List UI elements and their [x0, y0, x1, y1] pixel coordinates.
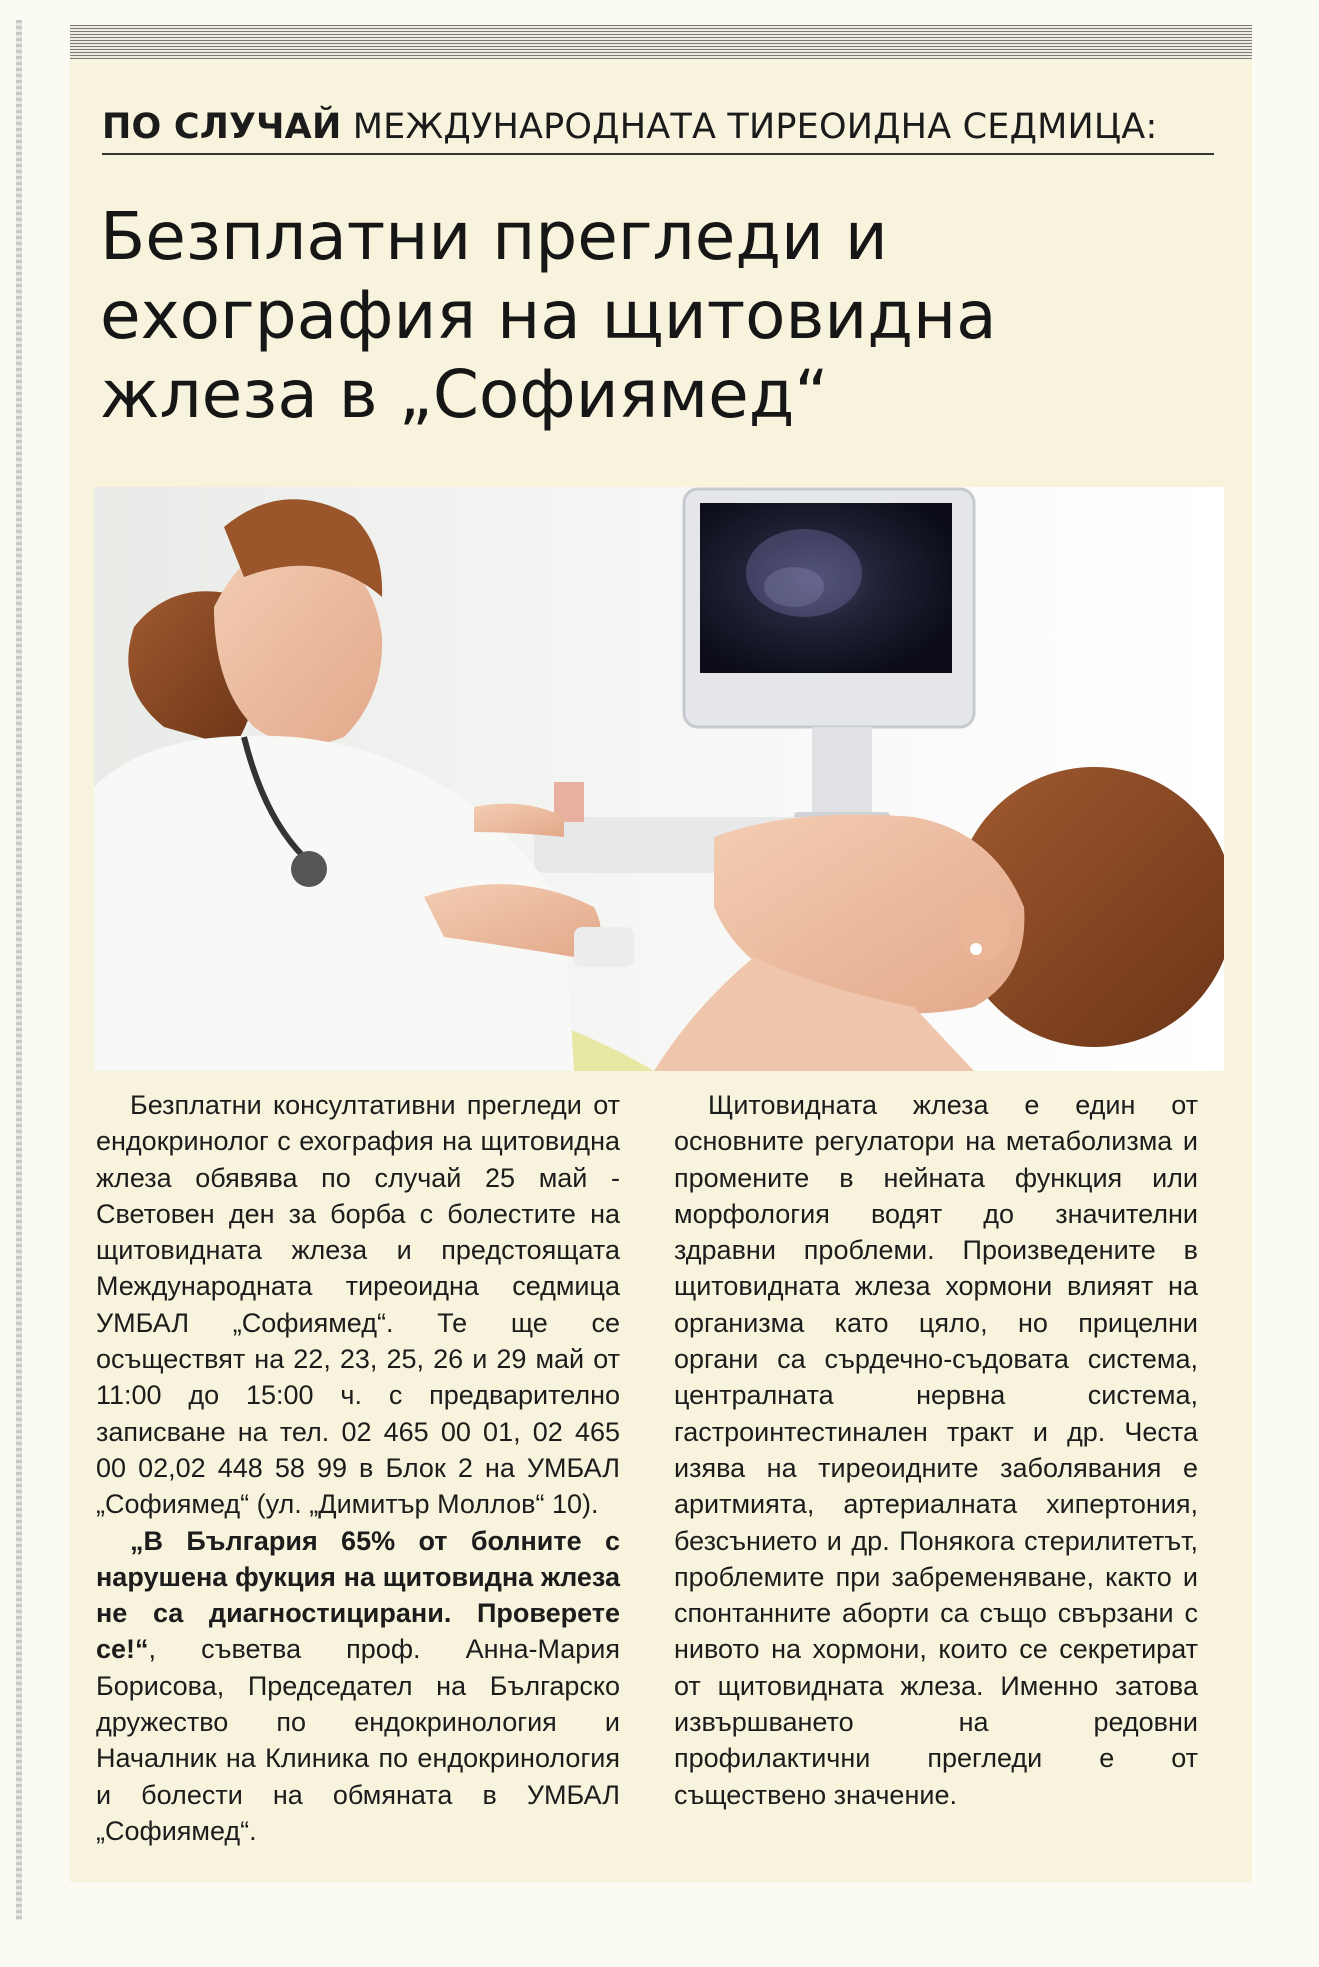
kicker-rest: МЕЖДУНАРОДНАТА ТИРЕОИДНА СЕДМИЦА: [352, 107, 1158, 147]
kicker [102, 107, 1222, 147]
headline-line-3: жлеза в „Софиямед“ [100, 356, 829, 433]
quote-attribution: , съветва проф. Анна-Мария Борисова, Председател на Българско дружество по ендокринология и Началник на Клиника по ендокринология и болести на обмяната в УМБАЛ „Софиямед“. [96, 1634, 620, 1846]
kicker-rule [102, 153, 1214, 155]
article-column-right [674, 1087, 1198, 1813]
scan-edge [16, 20, 22, 1920]
headline [100, 197, 1220, 434]
article-column-left [96, 1087, 620, 1849]
highlighted-quote: „В България 65% от болните с нарушена фукция на щитовидна жлеза не са диагностицирани. Проверете се!“ [96, 1525, 620, 1665]
top-rule-band [70, 25, 1252, 59]
article-paragraph-1: Безплатни консултативни прегледи от ендокринолог с ехография на щитовидна жлеза обявява по случай 25 май - Световен ден за борба с болестите на щитовидната жлеза и предстоящата Международната тиреоидна седмица УМБАЛ „Софиямед“. Те ще се осъществят на 22, 23, 25, 26 и 29 май от 11:00 до 15:00 ч. с предварително записване на тел. 02 465 00 01, 02 465 00 02,02 448 58 99 в Блок 2 на УМБАЛ „Софиямед“ (ул. „Димитър Моллов“ 10). [96, 1090, 620, 1520]
headline-line-2: ехография на щитовидна [100, 277, 997, 354]
newspaper-clipping [70, 25, 1252, 1882]
kicker-bold: ПО СЛУЧАЙ [102, 107, 342, 147]
article-paragraph-3: Щитовидната жлеза е един от основните регулатори на метаболизма и промените в нейната функция или морфология водят до значителни здравни проблеми. Произведените в щитовидната жлеза хормони влияят на организма като цяло, но прицелни органи са сърдечно-съдовата система, централната нервна система, гастроинтестинален тракт и др. Честа изява на тиреоидните заболявания е аритмията, артериалната хипертония, безсънието и др. Понякога стерилитетът, проблемите при забременяване, както и спонтанните аборти са също свързани с нивото на хормони, които се секретират от щитовидната жлеза. Именно затова извършването на редовни профилактични прегледи е от съществено значение. [674, 1090, 1198, 1810]
ultrasound-exam-photo [94, 487, 1224, 1071]
article-paragraph-2 [96, 1523, 620, 1850]
headline-line-1: Безплатни прегледи и [100, 198, 888, 275]
